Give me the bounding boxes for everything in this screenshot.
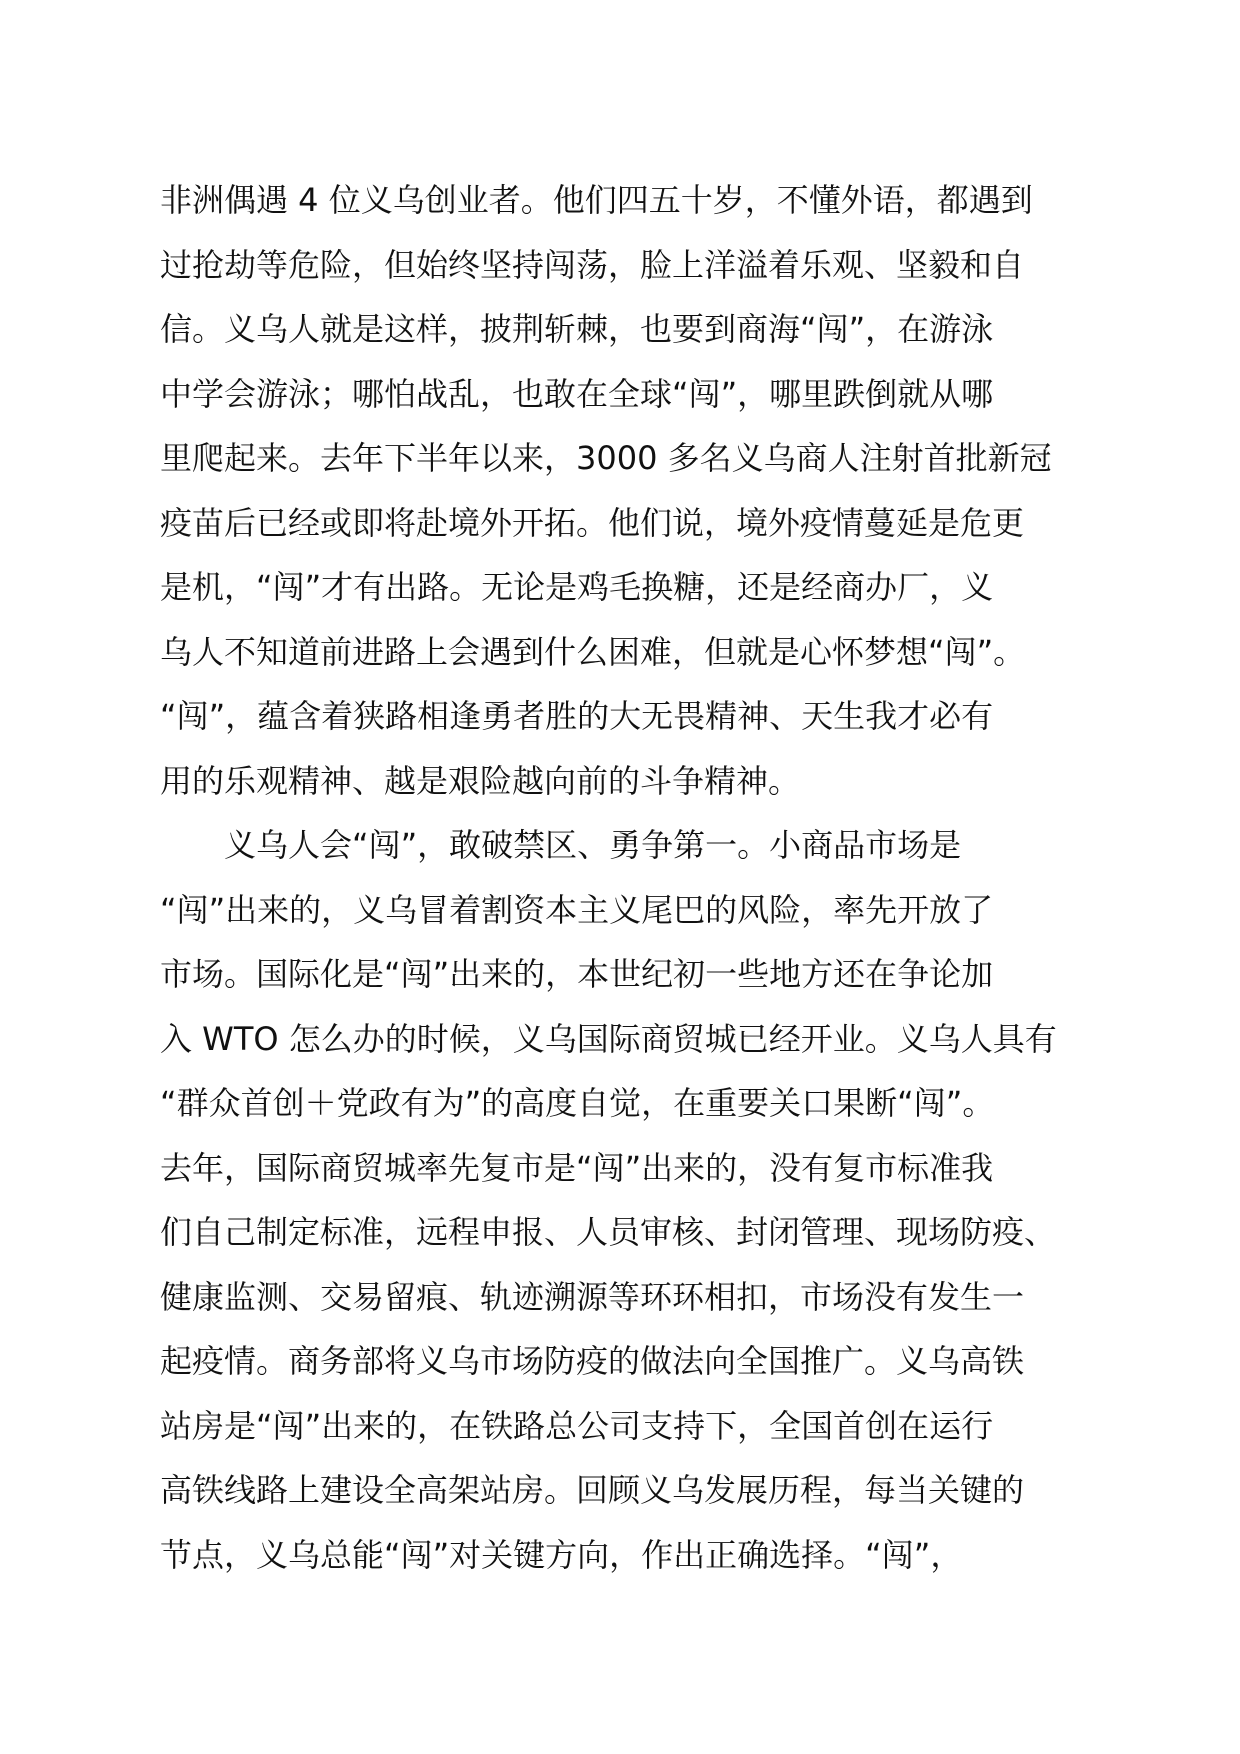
text-line: 乌人不知道前进路上会遇到什么困难，但就是心怀梦想“闯”。 (160, 632, 1026, 671)
text-line: 是机，“闯”才有出路。无论是鸡毛换糖，还是经商办厂，义 (160, 568, 994, 606)
text-line: 疫苗后已经或即将赴境外开拓。他们说，境外疫情蔓延是危更 (160, 503, 1025, 542)
text-line: 非洲偶遇 4 位义乌创业者。他们四五十岁，不懂外语，都遇到 (160, 181, 1033, 219)
text-line: 健康监测、交易留痕、轨迹溯源等环环相扣，市场没有发生一 (160, 1277, 1025, 1316)
text-line: 起疫情。商务部将义乌市场防疫的做法向全国推广。义乌高铁 (160, 1342, 1025, 1380)
text-line: 市场。国际化是“闯”出来的，本世纪初一些地方还在争论加 (160, 955, 994, 993)
text-line: 高铁线路上建设全高架站房。回顾义乌发展历程，每当关键的 (160, 1471, 1025, 1509)
text-line: 们自己制定标准，远程申报、人员审核、封闭管理、现场防疫、 (160, 1213, 1057, 1251)
text-line: 中学会游泳；哪怕战乱，也敢在全球“闯”，哪里跌倒就从哪 (160, 374, 994, 413)
text-line: 入 WTO 怎么办的时候，义乌国际商贸城已经开业。义乌人具有 (160, 1019, 1057, 1058)
text-line: 用的乐观精神、越是艰险越向前的斗争精神。 (160, 761, 801, 800)
text-line: “群众首创＋党政有为”的高度自觉，在重要关口果断“闯”。 (160, 1084, 995, 1122)
paragraph-first-line: 义乌人会“闯”，敢破禁区、勇争第一。小商品市场是 (224, 826, 962, 864)
body-text (160, 168, 1120, 1587)
text-line: “闯”，蕴含着狭路相逢勇者胜的大无畏精神、天生我才必有 (160, 697, 994, 735)
text-line: 站房是“闯”出来的，在铁路总公司支持下，全国首创在运行 (160, 1406, 994, 1445)
text-line: “闯”出来的，义乌冒着割资本主义尾巴的风险，率先开放了 (160, 890, 994, 929)
text-line: 里爬起来。去年下半年以来，3000 多名义乌商人注射首批新冠 (160, 439, 1052, 477)
text-line: 信。义乌人就是这样，披荆斩棘，也要到商海“闯”，在游泳 (160, 310, 994, 348)
text-line: 过抢劫等危险，但始终坚持闯荡，脸上洋溢着乐观、坚毅和自 (160, 245, 1025, 284)
text-line: 节点，义乌总能“闯”对关键方向，作出正确选择。“闯”， (160, 1535, 963, 1574)
text-line: 去年，国际商贸城率先复市是“闯”出来的，没有复市标准我 (160, 1148, 994, 1187)
